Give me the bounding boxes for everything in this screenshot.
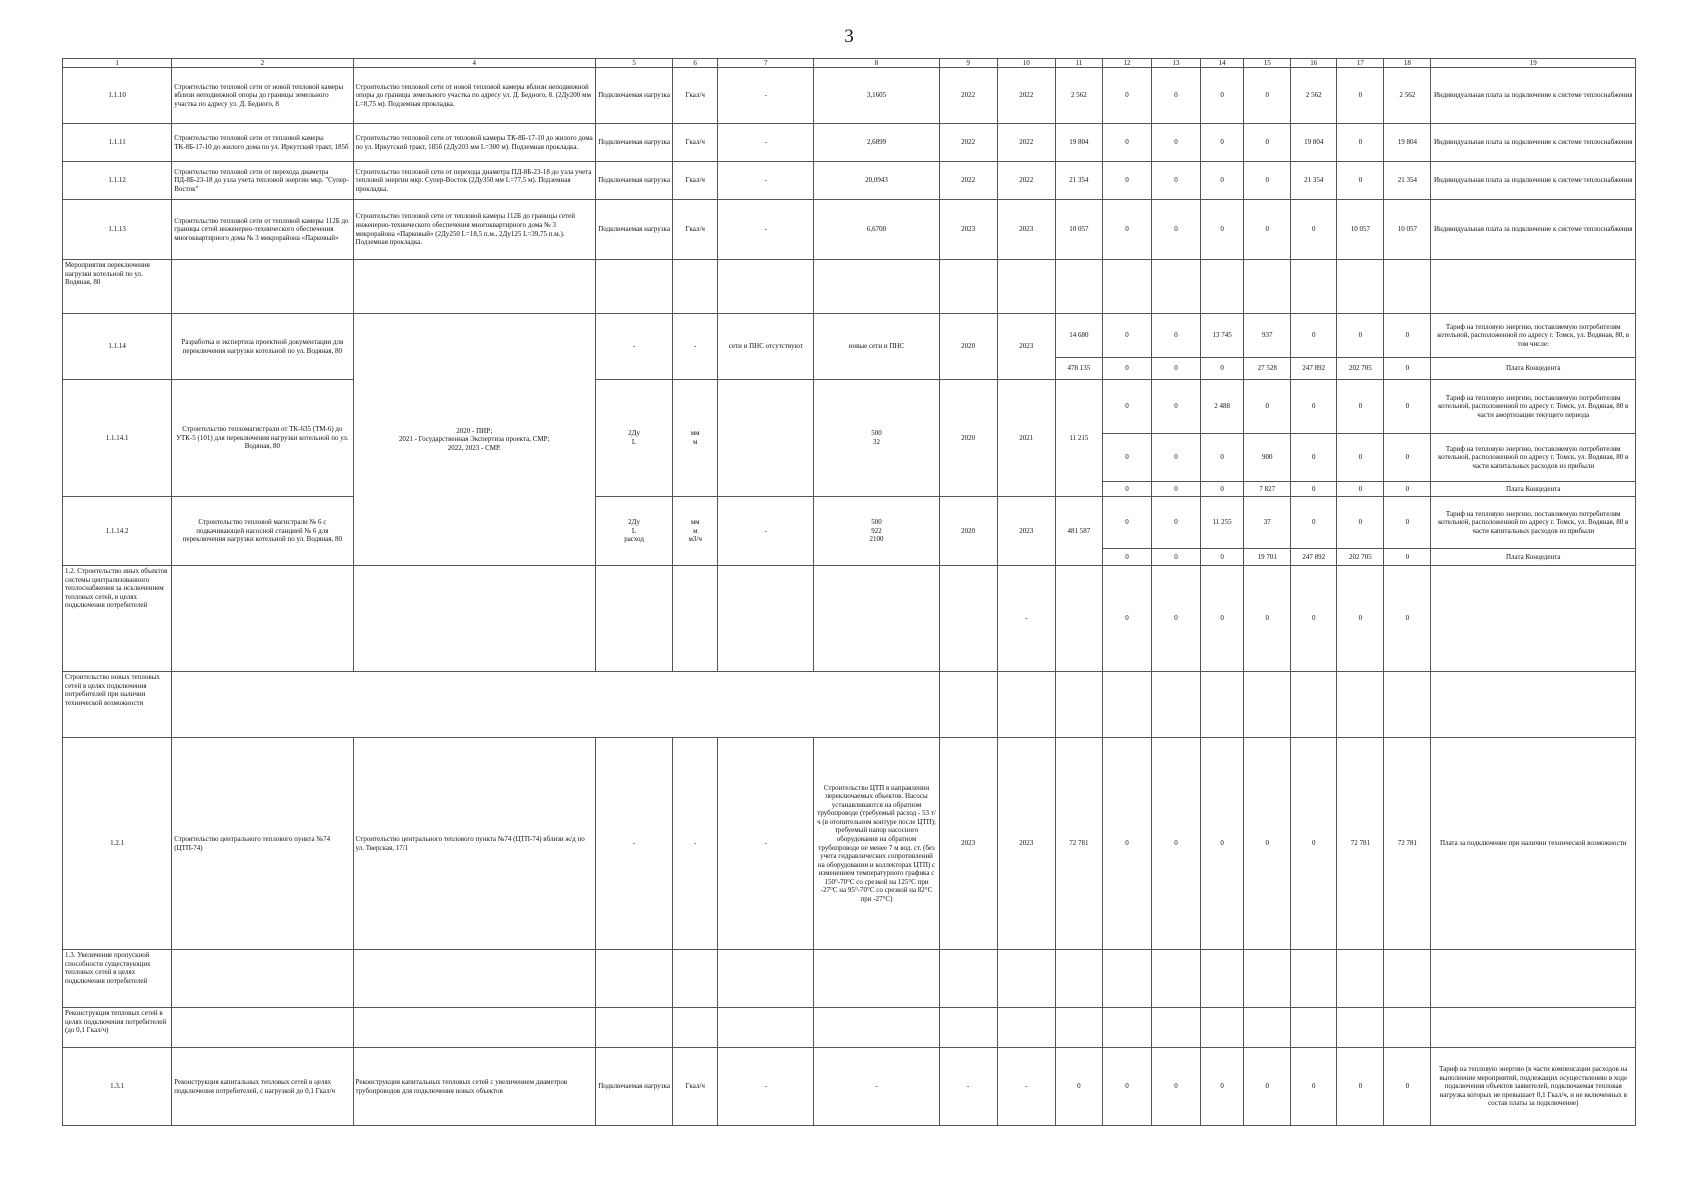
value-cell: 0 — [1102, 380, 1151, 434]
item-number: 1.2.1 — [63, 738, 172, 950]
value-after: 20,0943 — [814, 162, 939, 200]
funding-source: Плата за подключение при наличии технической возможности — [1431, 738, 1636, 950]
value-cell: 0 — [1337, 566, 1384, 672]
value-before — [718, 380, 814, 497]
parameter: Подключаемая нагрузка — [596, 68, 673, 124]
item-description: Строительство тепловой сети от новой тепловой камеры вблизи неподвижной опоры до границы земельного участка по адресу ул. Д. Бедного, 8. (2Ду200 мм L=8,75 м). Подземная прокладка. — [353, 68, 595, 124]
value-cell: 0 — [1152, 434, 1201, 482]
item-name: Строительство тепловой магистрали № 6 с подкачивающей насосной станцией № 6 для переключения нагрузки котельной по ул. Водяная, 80 — [172, 497, 353, 566]
funding-source: Индивидуальная плата за подключение к системе теплоснабжения — [1431, 124, 1636, 162]
funding-source: Плата Концедента — [1431, 358, 1636, 380]
value-cell: 11 215 — [1055, 380, 1102, 497]
column-number: 16 — [1291, 59, 1337, 68]
value-cell: 0 — [1201, 738, 1244, 950]
item-name: Строительство центрального теплового пункта №74 (ЦТП-74) — [172, 738, 353, 950]
value-cell: 0 — [1384, 380, 1431, 434]
value-cell: 0 — [1102, 1048, 1151, 1126]
column-number: 1 — [63, 59, 172, 68]
value-cell: 0 — [1337, 124, 1384, 162]
value-cell: 0 — [1201, 482, 1244, 497]
parameter: 2Ду L расход — [596, 497, 673, 566]
parameter: Подключаемая нагрузка — [596, 124, 673, 162]
value-cell: 0 — [1201, 124, 1244, 162]
item-number: 1.1.14.1 — [63, 380, 172, 497]
end-year: 2022 — [997, 162, 1055, 200]
value-before: - — [718, 1048, 814, 1126]
value-cell: 72 781 — [1055, 738, 1102, 950]
unit: Гкал/ч — [673, 124, 718, 162]
value-cell: 0 — [1384, 1048, 1431, 1126]
value-cell: 0 — [1244, 124, 1291, 162]
value-before: сети и ПНС отсутствуют — [718, 314, 814, 380]
item-name: Строительство тепловой сети от тепловой камеры 112Б до границы сетей инженерно-технического обеспечения многоквартирного дома № 3 микрорайона «Парковый» — [172, 200, 353, 260]
value-cell: 0 — [1201, 358, 1244, 380]
item-number: 1.3.1 — [63, 1048, 172, 1126]
value-cell: 7 827 — [1244, 482, 1291, 497]
column-number: 6 — [673, 59, 718, 68]
value-cell: 0 — [1152, 1048, 1201, 1126]
item-description: Строительство тепловой сети от тепловой камеры ТК-8Б-17-10 до жилого дома по ул. Иркутский тракт, 185б (2Ду203 мм L=300 м). Подземная прокладка. — [353, 124, 595, 162]
start-year: 2020 — [939, 497, 997, 566]
value-cell: 2 562 — [1384, 68, 1431, 124]
item-description: Строительство центрального теплового пункта №74 (ЦТП-74) вблизи ж/д по ул. Тверская, 17/1 — [353, 738, 595, 950]
schedule-note-text: 2020 - ПИР; 2021 - Государственная Экспертиза проекта, СМР; 2022, 2023 - СМР. — [398, 426, 550, 452]
item-description: Строительство тепловой сети от перехода диаметра ПД-8Б-23-18 до узла учета тепловой энергии мкр. Супер-Восток (2Ду350 мм L=77,5 м). Подземная прокладка. — [353, 162, 595, 200]
unit: Гкал/ч — [673, 68, 718, 124]
table-row — [63, 380, 1636, 434]
column-number: 13 — [1152, 59, 1201, 68]
column-number: 15 — [1244, 59, 1291, 68]
table-row — [63, 1048, 1636, 1126]
page-number: 3 — [844, 26, 854, 47]
table-row — [63, 200, 1636, 260]
value-cell: 14 680 — [1055, 314, 1102, 358]
value-cell: 0 — [1337, 68, 1384, 124]
value-cell: 0 — [1102, 434, 1151, 482]
value-before: - — [718, 162, 814, 200]
funding-source: Тариф на тепловую энергию, поставляемую потребителям котельной, расположенной по адресу г. Томск, ул. Водяная, 80 в части капитальных расходов из прибыли — [1431, 497, 1636, 549]
funding-source: Индивидуальная плата за подключение к системе теплоснабжения — [1431, 68, 1636, 124]
value-cell: 0 — [1291, 200, 1337, 260]
value-cell: 0 — [1384, 549, 1431, 566]
funding-source: Тариф на тепловую энергию, поставляемую потребителям котельной, расположенной по адресу г. Томск, ул. Водяная, 80, в том числе: — [1431, 314, 1636, 358]
value-cell: 0 — [1152, 482, 1201, 497]
value-cell: 0 — [1102, 124, 1151, 162]
value-cell: 0 — [1384, 482, 1431, 497]
column-number: 14 — [1201, 59, 1244, 68]
value-cell: 0 — [1291, 314, 1337, 358]
unit: мм м м3/ч — [673, 497, 718, 566]
value-cell: 0 — [1291, 497, 1337, 549]
value-cell: 0 — [1102, 358, 1151, 380]
value-cell: 0 — [1102, 162, 1151, 200]
end-year: 2021 — [997, 380, 1055, 497]
parameter: 2Ду L — [596, 380, 673, 497]
start-year: 2022 — [939, 162, 997, 200]
unit: Гкал/ч — [673, 1048, 718, 1126]
value-after: 500 922 2100 — [814, 497, 939, 566]
value-cell: 10 057 — [1337, 200, 1384, 260]
unit: Гкал/ч — [673, 200, 718, 260]
value-before: - — [718, 497, 814, 566]
value-cell: 0 — [1152, 549, 1201, 566]
value-cell: 19 804 — [1291, 124, 1337, 162]
column-number: 18 — [1384, 59, 1431, 68]
end-year: - — [997, 1048, 1055, 1126]
value-cell: 0 — [1152, 68, 1201, 124]
item-number: 1.1.11 — [63, 124, 172, 162]
value-cell: 478 135 — [1055, 358, 1102, 380]
value-cell: 0 — [1337, 380, 1384, 434]
table-row — [63, 68, 1636, 124]
value-cell: 0 — [1291, 482, 1337, 497]
value-cell: 0 — [1337, 162, 1384, 200]
funding-source: Плата Концедента — [1431, 482, 1636, 497]
parameter: - — [596, 314, 673, 380]
schedule-note — [353, 314, 595, 566]
value-cell: 0 — [1244, 68, 1291, 124]
value-cell: 0 — [1201, 434, 1244, 482]
value-before: - — [718, 68, 814, 124]
value-cell: 0 — [1337, 1048, 1384, 1126]
value-cell: 0 — [1291, 738, 1337, 950]
parameter: Подключаемая нагрузка — [596, 1048, 673, 1126]
value-cell: 0 — [1201, 68, 1244, 124]
funding-source: Тариф на тепловую энергию, поставляемую потребителям котельной, расположенной по адресу г. Томск, ул. Водяная, 80 в части амортизации текущего периода — [1431, 380, 1636, 434]
value-cell: 10 057 — [1384, 200, 1431, 260]
item-number: 1.1.10 — [63, 68, 172, 124]
unit: - — [673, 314, 718, 380]
start-year: 2022 — [939, 68, 997, 124]
value-cell: 0 — [1102, 497, 1151, 549]
item-name: Строительство тепломагистрали от ТК-635 (ТМ-6) до УТК-5 (101) для переключения нагрузки котельной по ул. Водяная, 80 — [172, 380, 353, 497]
end-year: 2023 — [997, 314, 1055, 380]
column-number: 11 — [1055, 59, 1102, 68]
column-number: 4 — [353, 59, 595, 68]
funding-source: Индивидуальная плата за подключение к системе теплоснабжения — [1431, 162, 1636, 200]
item-description: Реконструкция капитальных тепловых сетей с увеличением диаметров трубопроводов для подключения новых объектов — [353, 1048, 595, 1126]
value-cell: 0 — [1244, 566, 1291, 672]
value-cell: 13 745 — [1201, 314, 1244, 358]
unit: Гкал/ч — [673, 162, 718, 200]
value-cell: 0 — [1152, 314, 1201, 358]
unit: - — [673, 738, 718, 950]
value-cell: 0 — [1102, 314, 1151, 358]
section-row — [63, 1008, 1636, 1048]
value-cell: 0 — [1102, 68, 1151, 124]
value-after: 6,6700 — [814, 200, 939, 260]
start-year: 2023 — [939, 738, 997, 950]
start-year: 2022 — [939, 124, 997, 162]
end-year: 2023 — [997, 200, 1055, 260]
value-cell: 0 — [1201, 566, 1244, 672]
value-cell: 0 — [1055, 1048, 1102, 1126]
table-row — [63, 738, 1636, 950]
value-cell: 21 354 — [1384, 162, 1431, 200]
funding-source: Плата Концедента — [1431, 549, 1636, 566]
end-year: 2023 — [997, 497, 1055, 566]
section-row — [63, 260, 1636, 314]
value-after: 2,6899 — [814, 124, 939, 162]
value-cell: 0 — [1291, 566, 1337, 672]
value-cell: 21 354 — [1291, 162, 1337, 200]
funding-source: Тариф на тепловую энергию, поставляемую потребителям котельной, расположенной по адресу г. Томск, ул. Водяная, 80 в части капитальных расходов из прибыли — [1431, 434, 1636, 482]
value-cell: 37 — [1244, 497, 1291, 549]
value-cell: 10 057 — [1055, 200, 1102, 260]
value-cell: 0 — [1152, 738, 1201, 950]
start-year: 2020 — [939, 314, 997, 380]
value-cell: 0 — [1152, 566, 1201, 672]
value-cell: 72 781 — [1384, 738, 1431, 950]
value-cell: 0 — [1102, 738, 1151, 950]
value-cell: 0 — [1201, 162, 1244, 200]
value-cell: 0 — [1152, 497, 1201, 549]
value-cell: 21 354 — [1055, 162, 1102, 200]
section-title: Мероприятия переключения нагрузки котельной по ул. Водяная, 80 — [63, 260, 172, 314]
value-after: - — [814, 1048, 939, 1126]
value-cell: 0 — [1201, 1048, 1244, 1126]
value-cell: 0 — [1152, 380, 1201, 434]
value-cell: 937 — [1244, 314, 1291, 358]
table-row — [63, 497, 1636, 549]
value-cell: 0 — [1102, 566, 1151, 672]
end-year: 2022 — [997, 68, 1055, 124]
item-description: Строительство тепловой сети от тепловой камеры 112Б до границы сетей инженерно-технического обеспечения многоквартирного дома № 3 микрорайона «Парковый» (2Ду250 L=18,5 п.м., 2Ду125 L=39,75 п.м.). Подземная прокладка. — [353, 200, 595, 260]
value-cell: 0 — [1291, 434, 1337, 482]
value-cell: 2 488 — [1201, 380, 1244, 434]
value-after: 500 32 — [814, 380, 939, 497]
funding-source: Индивидуальная плата за подключение к системе теплоснабжения — [1431, 200, 1636, 260]
value-cell: 0 — [1244, 738, 1291, 950]
value-cell: 0 — [1384, 358, 1431, 380]
section-row — [63, 672, 1636, 738]
value-cell: 0 — [1152, 358, 1201, 380]
value-after: Строительство ЦТП в направлении переключаемых объектов. Насосы устанавливаются на обратном трубопроводе (требуемый расход - 53 т/ч (в отопительном контуре после ЦТП); требуемый напор насосного оборудования на обратном трубопроводе не менее 7 м вод. ст. (без учета гидравлических сопротивлений на оборудовании и коллекторах ЦТП) с изменением температурного графика с 150°-70°С со срезкой на 125°С при -27°С на 95°-70°С со срезкой на 82°С при -27°С) — [814, 738, 939, 950]
parameter: Подключаемая нагрузка — [596, 162, 673, 200]
end-year: 2023 — [997, 738, 1055, 950]
section-row — [63, 950, 1636, 1008]
value-cell: 202 705 — [1337, 549, 1384, 566]
value-cell: 0 — [1291, 1048, 1337, 1126]
value-cell: 0 — [1152, 162, 1201, 200]
funding-source: Тариф на тепловую энергию (в части компенсации расходов на выполнение мероприятий, подлежащих осуществлению в ходе подключения объектов заявителей, подключаемая тепловая нагрузка которых не превышает 0,1 Гкал/ч, и не включенных в состав платы за подключение) — [1431, 1048, 1636, 1126]
end-year: 2022 — [997, 124, 1055, 162]
column-number: 12 — [1102, 59, 1151, 68]
value-cell: 19 804 — [1055, 124, 1102, 162]
value-cell: 0 — [1102, 200, 1151, 260]
value-cell: 11 255 — [1201, 497, 1244, 549]
start-year: - — [939, 1048, 997, 1126]
value-cell: 0 — [1201, 549, 1244, 566]
item-name: Разработка и экспертиза проектной документации для переключения нагрузки котельной по ул. Водяная, 80 — [172, 314, 353, 380]
table-row — [63, 314, 1636, 358]
value-cell: 2 562 — [1055, 68, 1102, 124]
value-cell: 0 — [1384, 314, 1431, 358]
column-number: 10 — [997, 59, 1055, 68]
item-name: Реконструкция капитальных тепловых сетей в целях подключения потребителей, с нагрузкой до 0,1 Гкал/ч — [172, 1048, 353, 1126]
column-number: 17 — [1337, 59, 1384, 68]
item-number: 1.1.14 — [63, 314, 172, 380]
value-cell: 0 — [1384, 434, 1431, 482]
value-cell: 0 — [1244, 162, 1291, 200]
value-cell: 72 781 — [1337, 738, 1384, 950]
value-cell: 202 705 — [1337, 358, 1384, 380]
unit: мм м — [673, 380, 718, 497]
column-number: 5 — [596, 59, 673, 68]
value-cell: 0 — [1337, 482, 1384, 497]
item-number: 1.1.14.2 — [63, 497, 172, 566]
item-name: Строительство тепловой сети от перехода диаметра ПД-8Б-23-18 до узла учета тепловой энергии мкр. "Супер-Восток" — [172, 162, 353, 200]
value-cell: 0 — [1384, 566, 1431, 672]
end-year: - — [997, 566, 1055, 672]
value-cell: 247 892 — [1291, 358, 1337, 380]
table-row — [63, 162, 1636, 200]
value-cell: 0 — [1244, 200, 1291, 260]
section-title: Строительство новых тепловых сетей в целях подключения потребителей при наличии технической возможности — [63, 672, 172, 738]
item-number: 1.1.12 — [63, 162, 172, 200]
value-cell: 0 — [1384, 497, 1431, 549]
item-name: Строительство тепловой сети от тепловой камеры ТК-8Б-17-10 до жилого дома по ул. Иркутский тракт, 185б — [172, 124, 353, 162]
value-cell: 19 701 — [1244, 549, 1291, 566]
value-cell: 481 587 — [1055, 497, 1102, 566]
parameter: - — [596, 738, 673, 950]
value-cell: 0 — [1152, 200, 1201, 260]
column-number: 2 — [172, 59, 353, 68]
value-cell: 2 562 — [1291, 68, 1337, 124]
section-row — [63, 566, 1636, 672]
start-year: 2023 — [939, 200, 997, 260]
item-name: Строительство тепловой сети от новой тепловой камеры вблизи неподвижной опоры до границы земельного участка по адресу ул. Д. Бедного, 8 — [172, 68, 353, 124]
value-before: - — [718, 124, 814, 162]
value-cell: 0 — [1291, 380, 1337, 434]
value-cell: 0 — [1337, 497, 1384, 549]
value-cell: 900 — [1244, 434, 1291, 482]
table-row — [63, 124, 1636, 162]
section-title: Реконструкция тепловых сетей в целях подключения потребителей (до 0,1 Гкал/ч) — [63, 1008, 172, 1048]
section-title: 1.2. Строительство иных объектов системы централизованного теплоснабжения за исключением тепловых сетей, в целях подключения потребителей — [63, 566, 172, 672]
value-cell: 247 892 — [1291, 549, 1337, 566]
value-cell: 0 — [1244, 1048, 1291, 1126]
column-number: 9 — [939, 59, 997, 68]
value-before: - — [718, 738, 814, 950]
column-number: 7 — [718, 59, 814, 68]
value-after: 3,1605 — [814, 68, 939, 124]
column-number-row — [63, 59, 1636, 68]
column-number: 8 — [814, 59, 939, 68]
start-year: 2020 — [939, 380, 997, 497]
item-number: 1.1.13 — [63, 200, 172, 260]
value-cell: 0 — [1337, 314, 1384, 358]
parameter: Подключаемая нагрузка — [596, 200, 673, 260]
value-cell: 0 — [1152, 124, 1201, 162]
value-cell: 0 — [1244, 380, 1291, 434]
investment-program-table — [62, 58, 1636, 1126]
value-cell: 0 — [1201, 200, 1244, 260]
value-cell: 0 — [1102, 482, 1151, 497]
value-cell: 0 — [1102, 549, 1151, 566]
value-cell: 27 528 — [1244, 358, 1291, 380]
value-before: - — [718, 200, 814, 260]
value-cell: 0 — [1337, 434, 1384, 482]
value-after: новые сети и ПНС — [814, 314, 939, 380]
value-cell: 19 804 — [1384, 124, 1431, 162]
column-number: 19 — [1431, 59, 1636, 68]
section-title: 1.3. Увеличение пропускной способности существующих тепловых сетей в целях подключения потребителей — [63, 950, 172, 1008]
